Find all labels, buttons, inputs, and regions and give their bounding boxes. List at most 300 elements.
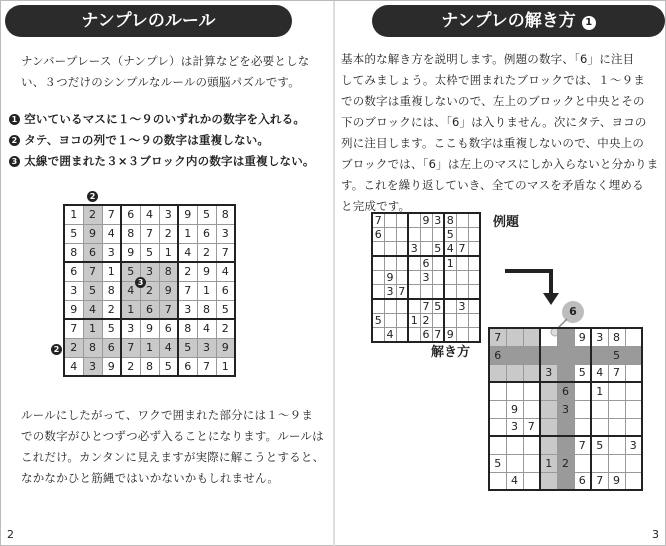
grid-cell: 3 (420, 271, 432, 285)
grid-cell (540, 400, 557, 418)
grid-row (489, 436, 642, 454)
grid-cell (557, 364, 574, 382)
grid-cell: 3 (456, 299, 468, 314)
grid-cell: 6 (197, 224, 216, 243)
grid-cell (625, 400, 642, 418)
grid-cell: 8 (102, 281, 121, 300)
grid-cell (523, 436, 540, 454)
right-page-title (372, 5, 665, 37)
grid-cell (396, 271, 408, 285)
grid-cell: 7 (489, 328, 506, 346)
grid-cell (540, 346, 557, 364)
grid-cell: 4 (140, 205, 159, 224)
grid-cell: 5 (608, 346, 625, 364)
grid-cell (444, 299, 456, 314)
grid-cell: 9 (420, 213, 432, 228)
intro-line: い、３つだけのシンプルなルールの頭脳パズルです。 (21, 75, 300, 89)
rule-text: 空いているマスに１～９のいずれかの数字を入れる。 (24, 112, 306, 126)
grid-row (372, 256, 480, 271)
grid-cell: 4 (64, 357, 83, 376)
grid-cell: 3 (102, 243, 121, 262)
grid-cell: 7 (523, 418, 540, 436)
explanation-line: 列に注目します。ここも数字は重複しないので、中央上の (341, 136, 645, 150)
grid-row (489, 454, 642, 472)
grid-cell: 4 (444, 242, 456, 257)
grid-cell (420, 285, 432, 300)
grid-cell (523, 454, 540, 472)
grid-cell (444, 285, 456, 300)
grid-cell: 8 (140, 357, 159, 376)
grid-cell (625, 382, 642, 400)
grid-cell: 2 (64, 338, 83, 357)
grid-cell (432, 228, 444, 242)
grid-cell: 2 (178, 262, 197, 281)
grid-cell (625, 346, 642, 364)
grid-cell (372, 299, 384, 314)
grid-cell (396, 328, 408, 343)
grid-cell: 9 (216, 338, 235, 357)
grid-cell (468, 328, 480, 343)
grid-cell (396, 228, 408, 242)
grid-cell: 6 (216, 281, 235, 300)
grid-cell: 6 (64, 262, 83, 281)
grid-row (489, 418, 642, 436)
grid-cell (608, 454, 625, 472)
grid-cell (468, 256, 480, 271)
grid-cell: 7 (396, 285, 408, 300)
grid-row (489, 400, 642, 418)
grid-cell: 1 (444, 256, 456, 271)
outro-line: なかなかひと筋縄ではいかないかもしれません。 (21, 471, 280, 485)
left-page (1, 1, 333, 546)
grid-cell: 9 (178, 205, 197, 224)
grid-cell: 3 (384, 285, 396, 300)
grid-cell (372, 256, 384, 271)
grid-row (372, 242, 480, 257)
grid-cell: 1 (216, 357, 235, 376)
column-badge: 2 (87, 191, 98, 202)
title-number-badge: 1 (582, 16, 596, 30)
grid-cell (396, 242, 408, 257)
title-text: ナンプレの解き方 (441, 11, 576, 31)
grid-cell: 3 (140, 262, 159, 281)
grid-cell (468, 228, 480, 242)
grid-cell: 6 (574, 472, 591, 490)
grid-cell: 7 (608, 364, 625, 382)
grid-cell (408, 299, 420, 314)
grid-cell: 6 (489, 346, 506, 364)
grid-cell: 6 (372, 228, 384, 242)
grid-cell (625, 328, 642, 346)
intro-line: ナンバープレース（ナンプレ）は計算などを必要としな (21, 54, 310, 68)
grid-row (489, 328, 642, 346)
example-label: 例題 (493, 215, 520, 230)
grid-cell (523, 400, 540, 418)
grid-cell (506, 436, 523, 454)
grid-cell (625, 364, 642, 382)
grid-cell: 9 (574, 328, 591, 346)
grid-cell: 2 (83, 205, 102, 224)
grid-cell (432, 314, 444, 328)
grid-cell: 2 (216, 319, 235, 338)
grid-cell (384, 242, 396, 257)
grid-cell: 4 (384, 328, 396, 343)
grid-cell (420, 242, 432, 257)
grid-cell: 7 (591, 472, 608, 490)
grid-cell: 8 (178, 319, 197, 338)
grid-cell (574, 346, 591, 364)
grid-cell (384, 299, 396, 314)
grid-cell (372, 285, 384, 300)
grid-row (372, 285, 480, 300)
grid-cell (523, 364, 540, 382)
grid-cell: 5 (121, 262, 140, 281)
grid-cell: 1 (178, 224, 197, 243)
grid-cell (608, 400, 625, 418)
grid-cell (396, 213, 408, 228)
grid-cell: 1 (197, 281, 216, 300)
grid-cell (456, 256, 468, 271)
grid-cell: 8 (197, 300, 216, 319)
grid-cell: 8 (216, 205, 235, 224)
grid-cell: 5 (432, 242, 444, 257)
grid-cell: 7 (432, 328, 444, 343)
block-badge: 3 (135, 277, 146, 288)
row-badge: 2 (51, 344, 62, 355)
grid-cell (608, 382, 625, 400)
grid-cell: 6 (557, 382, 574, 400)
outro-line: これだけ。カンタンに見えますが実際に解こうとすると、 (21, 450, 325, 464)
grid-cell (432, 285, 444, 300)
page-number: 3 (652, 528, 659, 541)
grid-cell (540, 436, 557, 454)
grid-cell (625, 472, 642, 490)
grid-cell: 8 (64, 243, 83, 262)
grid-cell: 8 (83, 338, 102, 357)
grid-cell: 9 (102, 357, 121, 376)
grid-cell (574, 382, 591, 400)
grid-cell: 6 (83, 243, 102, 262)
grid-cell: 3 (178, 300, 197, 319)
grid-cell: 1 (408, 314, 420, 328)
grid-row (64, 357, 235, 376)
grid-cell: 3 (557, 400, 574, 418)
grid-row (64, 205, 235, 224)
grid-cell: 1 (159, 243, 178, 262)
grid-cell (506, 346, 523, 364)
grid-cell (489, 418, 506, 436)
grid-cell: 3 (216, 224, 235, 243)
rule-text: 太線で囲まれた３×３ブロック内の数字は重複しない。 (24, 154, 315, 168)
grid-cell: 9 (197, 262, 216, 281)
grid-cell: 6 (159, 319, 178, 338)
grid-cell: 8 (444, 213, 456, 228)
grid-row (372, 228, 480, 242)
grid-cell: 5 (444, 228, 456, 242)
grid-cell: 7 (456, 242, 468, 257)
highlight-callout: 6 (562, 301, 584, 323)
grid-cell: 9 (64, 300, 83, 319)
intro-text (21, 51, 321, 93)
grid-cell: 5 (64, 224, 83, 243)
grid-cell: 5 (83, 281, 102, 300)
grid-cell: 5 (102, 319, 121, 338)
number-badge: 1 (9, 114, 20, 125)
grid-cell (506, 454, 523, 472)
grid-cell: 7 (420, 299, 432, 314)
grid-cell (608, 418, 625, 436)
grid-cell: 2 (102, 300, 121, 319)
grid-cell (540, 382, 557, 400)
grid-row (64, 224, 235, 243)
grid-cell: 6 (140, 300, 159, 319)
grid-cell (384, 314, 396, 328)
grid-cell: 3 (64, 281, 83, 300)
grid-cell (591, 400, 608, 418)
grid-cell (557, 418, 574, 436)
grid-cell: 7 (102, 205, 121, 224)
rule-text: タテ、ヨコの列で１～９の数字は重複しない。 (24, 133, 270, 147)
grid-cell: 1 (83, 319, 102, 338)
grid-cell (574, 418, 591, 436)
grid-cell (408, 228, 420, 242)
grid-cell: 5 (489, 454, 506, 472)
outro-text (21, 405, 326, 489)
grid-cell (408, 213, 420, 228)
grid-cell (456, 271, 468, 285)
grid-row (64, 338, 235, 357)
grid-cell (523, 346, 540, 364)
grid-cell (456, 285, 468, 300)
grid-cell (408, 285, 420, 300)
grid-cell: 9 (159, 281, 178, 300)
grid-cell: 7 (159, 300, 178, 319)
grid-cell (372, 271, 384, 285)
grid-cell: 7 (121, 338, 140, 357)
grid-row (489, 472, 642, 490)
left-page-title: ナンプレのルール (5, 5, 292, 37)
grid-row (64, 243, 235, 262)
grid-cell (523, 472, 540, 490)
grid-cell: 5 (159, 357, 178, 376)
grid-cell: 5 (216, 300, 235, 319)
grid-cell (489, 382, 506, 400)
grid-row (489, 382, 642, 400)
grid-cell: 5 (197, 205, 216, 224)
explanation-text (341, 49, 663, 217)
grid-cell (468, 242, 480, 257)
solution-sudoku-grid (488, 327, 643, 491)
grid-cell (396, 256, 408, 271)
grid-cell (468, 285, 480, 300)
grid-cell (557, 346, 574, 364)
grid-cell: 1 (140, 338, 159, 357)
grid-cell (523, 382, 540, 400)
grid-cell (557, 328, 574, 346)
grid-row (64, 300, 235, 319)
grid-cell (384, 228, 396, 242)
rule-item (9, 151, 329, 172)
grid-cell (444, 314, 456, 328)
grid-row (372, 328, 480, 343)
grid-cell: 4 (102, 224, 121, 243)
page-number: 2 (7, 528, 14, 541)
grid-cell: 2 (557, 454, 574, 472)
grid-cell (489, 436, 506, 454)
grid-cell: 1 (591, 382, 608, 400)
grid-cell: 4 (83, 300, 102, 319)
grid-cell (540, 418, 557, 436)
grid-cell (444, 271, 456, 285)
grid-cell: 5 (591, 436, 608, 454)
grid-cell: 4 (216, 262, 235, 281)
grid-row (372, 213, 480, 228)
explanation-line: と完成です。 (341, 199, 411, 213)
grid-row (64, 262, 235, 281)
grid-row (64, 319, 235, 338)
grid-row (489, 346, 642, 364)
grid-cell: 3 (159, 205, 178, 224)
grid-cell (489, 364, 506, 382)
grid-cell: 7 (574, 436, 591, 454)
grid-cell: 2 (159, 224, 178, 243)
grid-cell (557, 472, 574, 490)
grid-cell: 4 (159, 338, 178, 357)
grid-cell: 2 (420, 314, 432, 328)
grid-cell: 9 (444, 328, 456, 343)
rule-item (9, 109, 329, 130)
grid-cell: 5 (372, 314, 384, 328)
grid-cell (489, 400, 506, 418)
grid-cell: 7 (178, 281, 197, 300)
outro-line: ルールにしたがって、ワクで囲まれた部分には１～９ま (21, 408, 314, 422)
number-badge: 3 (9, 156, 20, 167)
grid-cell: 1 (102, 262, 121, 281)
rule-item (9, 130, 329, 151)
grid-cell (432, 271, 444, 285)
grid-cell: 4 (591, 364, 608, 382)
grid-cell: 9 (608, 472, 625, 490)
example-sudoku-grid (371, 212, 481, 343)
explanation-line: す。これを繰り返していき、全てのマスを矛盾なく埋める (341, 178, 644, 192)
grid-row (372, 271, 480, 285)
grid-cell (456, 314, 468, 328)
grid-cell: 3 (121, 319, 140, 338)
grid-cell: 5 (574, 364, 591, 382)
grid-cell (591, 418, 608, 436)
grid-cell (608, 436, 625, 454)
grid-cell (506, 364, 523, 382)
grid-cell: 9 (121, 243, 140, 262)
grid-cell: 3 (432, 213, 444, 228)
grid-cell: 5 (178, 338, 197, 357)
grid-cell (372, 242, 384, 257)
grid-cell: 3 (591, 328, 608, 346)
grid-cell: 6 (121, 205, 140, 224)
grid-cell (456, 213, 468, 228)
grid-cell: 9 (384, 271, 396, 285)
down-arrow-icon (503, 263, 563, 307)
grid-cell (396, 314, 408, 328)
grid-cell: 3 (625, 436, 642, 454)
grid-cell (574, 454, 591, 472)
grid-cell (396, 299, 408, 314)
rules-list (9, 109, 329, 172)
grid-cell: 1 (540, 454, 557, 472)
grid-cell (420, 228, 432, 242)
grid-cell: 8 (159, 262, 178, 281)
grid-cell (456, 228, 468, 242)
grid-cell (468, 213, 480, 228)
explanation-line: 下のブロックには、「6」は入りません。次にタテ、ヨコの (341, 115, 647, 129)
grid-cell: 7 (64, 319, 83, 338)
grid-row (489, 364, 642, 382)
right-page (335, 1, 666, 546)
grid-cell: 7 (83, 262, 102, 281)
grid-cell (468, 314, 480, 328)
grid-cell (540, 472, 557, 490)
grid-cell (591, 454, 608, 472)
grid-cell: 8 (121, 224, 140, 243)
grid-cell (506, 328, 523, 346)
grid-cell (489, 472, 506, 490)
grid-cell: 3 (83, 357, 102, 376)
grid-cell: 3 (197, 338, 216, 357)
grid-cell (591, 346, 608, 364)
grid-cell (540, 328, 557, 346)
grid-cell: 6 (102, 338, 121, 357)
grid-cell (408, 328, 420, 343)
grid-cell: 3 (408, 242, 420, 257)
grid-cell: 1 (121, 300, 140, 319)
grid-cell (557, 436, 574, 454)
explanation-line: してみましょう。太枠で囲まれたブロックでは、１～９ま (341, 73, 645, 87)
grid-cell (468, 299, 480, 314)
grid-cell: 6 (420, 328, 432, 343)
grid-cell: 5 (432, 299, 444, 314)
grid-cell (384, 256, 396, 271)
grid-row (372, 314, 480, 328)
solved-sudoku-grid (63, 204, 236, 377)
grid-cell: 4 (506, 472, 523, 490)
grid-cell: 9 (506, 400, 523, 418)
grid-cell (408, 271, 420, 285)
grid-cell: 3 (506, 418, 523, 436)
grid-cell (456, 328, 468, 343)
grid-cell: 8 (608, 328, 625, 346)
grid-cell (384, 213, 396, 228)
grid-cell: 6 (420, 256, 432, 271)
outro-line: での数字がひとつずつ必ず入ることになります。ルールは (21, 429, 324, 443)
grid-cell: 2 (197, 243, 216, 262)
grid-cell (625, 418, 642, 436)
grid-cell: 7 (140, 224, 159, 243)
grid-cell: 7 (216, 243, 235, 262)
grid-cell (523, 328, 540, 346)
grid-cell: 2 (121, 357, 140, 376)
grid-cell: 4 (121, 281, 140, 300)
grid-row (64, 281, 235, 300)
grid-cell (432, 256, 444, 271)
solution-label: 解き方 (431, 345, 471, 360)
grid-cell: 7 (372, 213, 384, 228)
grid-cell: 5 (140, 243, 159, 262)
explanation-line: 基本的な解き方を説明します。例題の数字、「6」に注目 (341, 52, 635, 66)
grid-cell (506, 382, 523, 400)
grid-cell: 4 (197, 319, 216, 338)
grid-cell: 3 (540, 364, 557, 382)
grid-cell (468, 271, 480, 285)
